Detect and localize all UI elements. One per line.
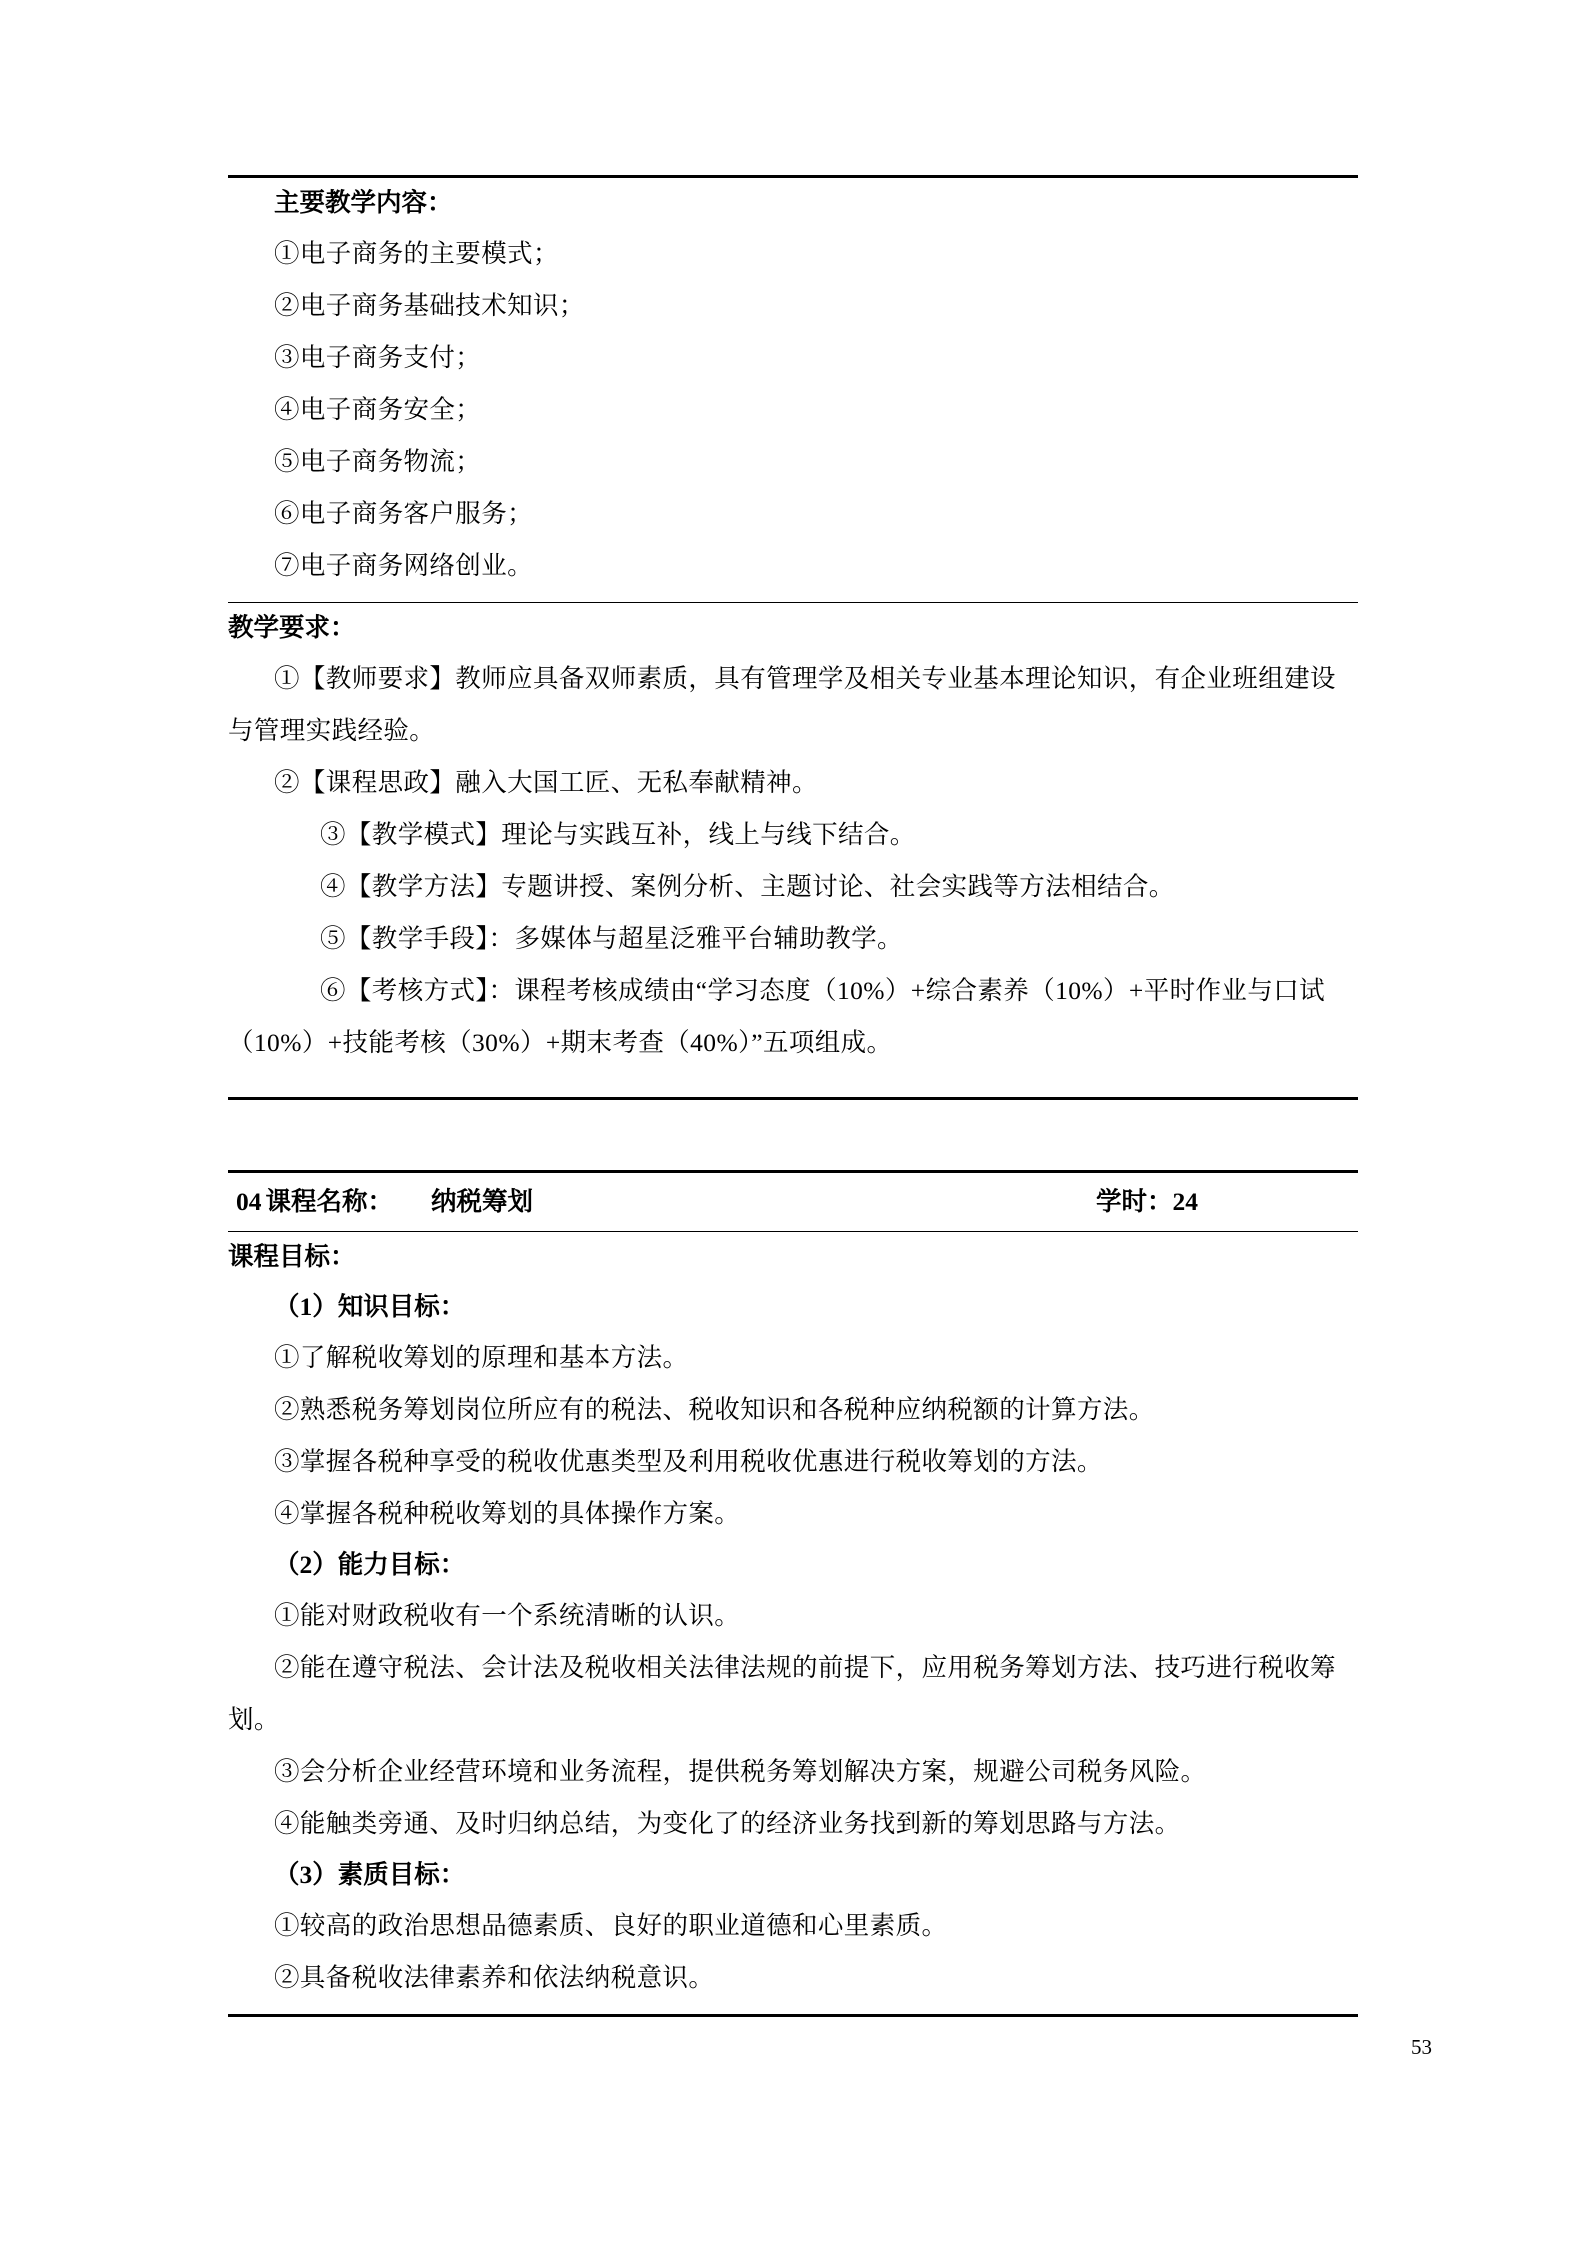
- teaching-content-item-1: ①电子商务的主要模式；: [274, 239, 559, 268]
- course-header: [228, 1173, 1358, 1231]
- teaching-requirement-item-6: ⑥【考核方式】：课程考核成绩由“学习态度（10%）+综合素养（10%）+平时作业与口试（10%）+技能考核（30%）+期末考查（40%）”五项组成。: [228, 976, 1326, 1057]
- knowledge-objective-item-1: ①了解税收筹划的原理和基本方法。: [274, 1343, 689, 1372]
- divider-page-bottom: [228, 2014, 1358, 2017]
- teaching-requirement-item-1: ①【教师要求】教师应具备双师素质，具有管理学及相关专业基本理论知识，有企业班组建设与管理实践经验。: [228, 664, 1336, 745]
- teaching-content-item-4: ④电子商务安全；: [274, 395, 482, 424]
- teaching-requirement-item-3: ③【教学模式】理论与实践互补，线上与线下结合。: [320, 820, 916, 849]
- teaching-content-item-6: ⑥电子商务客户服务；: [274, 499, 534, 528]
- teaching-requirement-item-5: ⑤【教学手段】：多媒体与超星泛雅平台辅助教学。: [320, 924, 903, 953]
- teaching-content-item-3: ③电子商务支付；: [274, 343, 482, 372]
- course-hours: 学时：24: [1095, 1187, 1198, 1216]
- teaching-content-item-2: ②电子商务基础技术知识；: [274, 291, 585, 320]
- ability-objective-item-1: ①能对财政税收有一个系统清晰的认识。: [274, 1601, 741, 1630]
- course-number: 04: [236, 1187, 262, 1216]
- knowledge-objective-item-3: ③掌握各税种享受的税收优惠类型及利用税收优惠进行税收筹划的方法。: [274, 1447, 1103, 1476]
- ability-objective-item-2: ②能在遵守税法、会计法及税收相关法律法规的前提下，应用税务筹划方法、技巧进行税收筹划。: [228, 1653, 1336, 1734]
- main-teaching-content-heading: 主要教学内容：: [274, 188, 453, 217]
- quality-objective-item-2: ②具备税收法律素养和依法纳税意识。: [274, 1963, 715, 1992]
- page-content: [228, 175, 1358, 2017]
- teaching-content-item-7: ⑦电子商务网络创业。: [274, 551, 534, 580]
- course-name-value: 纳税筹划: [431, 1187, 534, 1216]
- quality-objectives-title: （3）素质目标：: [274, 1860, 466, 1889]
- teaching-content-item-5: ⑤电子商务物流；: [274, 447, 482, 476]
- knowledge-objectives-title: （1）知识目标：: [274, 1292, 466, 1321]
- ability-objective-item-3: ③会分析企业经营环境和业务流程，提供税务筹划解决方案，规避公司税务风险。: [274, 1757, 1207, 1786]
- quality-objective-item-1: ①较高的政治思想品德素质、良好的职业道德和心里素质。: [274, 1911, 948, 1940]
- course-objectives-heading: 课程目标：: [228, 1242, 356, 1271]
- knowledge-objective-item-4: ④掌握各税种税收筹划的具体操作方案。: [274, 1499, 741, 1528]
- teaching-requirement-item-2: ②【课程思政】融入大国工匠、无私奉献精神。: [274, 768, 818, 797]
- knowledge-objective-item-2: ②熟悉税务筹划岗位所应有的税法、税收知识和各税种应纳税额的计算方法。: [274, 1395, 1155, 1424]
- ability-objectives-title: （2）能力目标：: [274, 1550, 466, 1579]
- page-number: 53: [1411, 2035, 1432, 2059]
- course-name-label: 课程名称：: [265, 1187, 394, 1216]
- spacer: [228, 1100, 1358, 1170]
- teaching-requirement-item-4: ④【教学方法】专题讲授、案例分析、主题讨论、社会实践等方法相结合。: [320, 872, 1175, 901]
- spacer: [228, 1069, 1358, 1097]
- ability-objective-item-4: ④能触类旁通、及时归纳总结，为变化了的经济业务找到新的筹划思路与方法。: [274, 1809, 1181, 1838]
- teaching-requirements-heading: 教学要求：: [228, 613, 356, 642]
- spacer: [228, 2004, 1358, 2014]
- spacer: [228, 592, 1358, 602]
